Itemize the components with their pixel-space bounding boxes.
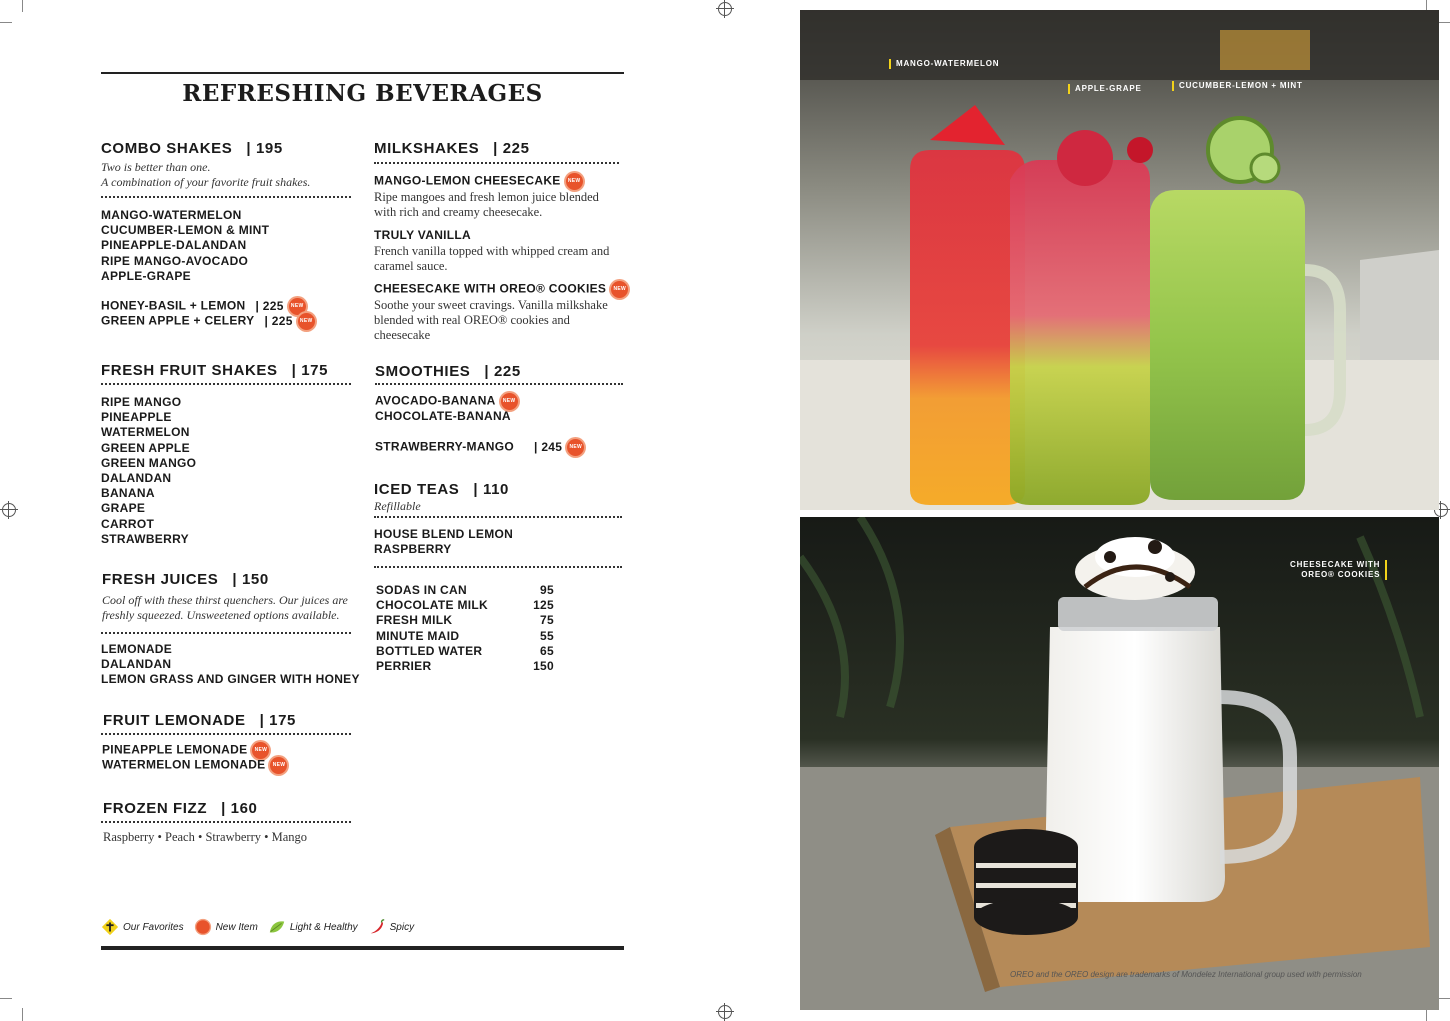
oreo-milkshake-illustration xyxy=(800,517,1439,1010)
registration-mark-icon xyxy=(2,503,16,517)
new-item-icon: NEW xyxy=(566,173,583,190)
leaf-icon xyxy=(268,918,286,936)
legend-label: Spicy xyxy=(389,921,415,933)
section-name: FRUIT LEMONADE xyxy=(103,712,246,729)
list-item xyxy=(376,583,554,598)
dotted-divider xyxy=(375,383,623,385)
section-name: FRESH JUICES xyxy=(102,571,219,588)
fruit-lemonade-heading xyxy=(103,712,296,729)
section-name: MILKSHAKES xyxy=(374,140,480,157)
list-item: WATERMELON xyxy=(101,425,190,440)
frozen-fizz-heading xyxy=(103,800,258,817)
list-item: CUCUMBER-LEMON & MINT xyxy=(101,223,270,238)
item-name: MINUTE MAID xyxy=(376,628,460,643)
oreo-milkshake-photo xyxy=(800,517,1439,1010)
legend-item xyxy=(194,918,258,936)
list-item xyxy=(376,644,554,659)
new-item-icon: NEW xyxy=(252,742,269,759)
photo-tag-mango-watermelon: MANGO-WATERMELON xyxy=(889,59,999,69)
new-item-icon: NEW xyxy=(298,313,315,330)
crop-mark xyxy=(22,0,23,12)
legend-label: Our Favorites xyxy=(123,921,184,933)
iced-teas-desc: Refillable xyxy=(374,499,421,513)
tag-line: CHEESECAKE WITH xyxy=(1290,560,1381,569)
combo-shakes-heading xyxy=(101,140,283,157)
photo-tag-apple-grape: APPLE-GRAPE xyxy=(1068,84,1142,94)
section-name: FROZEN FIZZ xyxy=(103,800,208,817)
list-item: RIPE MANGO xyxy=(101,395,182,409)
dotted-divider xyxy=(374,162,619,164)
page-title: REFRESHING BEVERAGES xyxy=(182,80,543,107)
list-item xyxy=(376,659,554,674)
desc-line: with rich and creamy cheesecake. xyxy=(374,205,543,219)
crop-mark xyxy=(0,22,12,23)
crop-mark xyxy=(0,998,12,999)
list-item: HOUSE BLEND LEMON xyxy=(374,527,514,541)
legend-item xyxy=(368,918,414,936)
item-price: 125 xyxy=(533,598,554,613)
milkshake-item-name xyxy=(374,173,583,190)
desc-line: Two is better than one. xyxy=(101,160,211,174)
dotted-divider xyxy=(374,516,622,518)
item-price: | 225 xyxy=(255,298,284,313)
legend-label: New Item xyxy=(215,921,258,933)
list-item: DALANDAN xyxy=(101,471,172,486)
list-item: GRAPE xyxy=(101,501,146,516)
list-item: BANANA xyxy=(101,486,155,501)
item-name: AVOCADO-BANANA xyxy=(375,393,496,408)
combo-shakes-desc xyxy=(101,160,351,190)
desc-line: caramel sauce. xyxy=(374,259,448,273)
bottom-rule xyxy=(101,946,624,950)
milkshake-item-desc xyxy=(374,244,624,274)
list-item xyxy=(376,629,554,644)
desc-line: Cool off with these thirst quenchers. Our juices are xyxy=(102,593,348,607)
fresh-fruit-shakes-list xyxy=(101,395,196,547)
milkshakes-heading xyxy=(374,140,530,157)
dotted-divider xyxy=(101,196,351,198)
item-price: | 225 xyxy=(264,313,293,328)
registration-mark-icon xyxy=(718,1005,732,1019)
list-item xyxy=(375,439,584,456)
legend-label: Light & Healthy xyxy=(289,921,358,933)
smoothies-heading xyxy=(375,363,521,380)
desc-line: French vanilla topped with whipped cream and xyxy=(374,244,610,258)
milkshake-item-desc xyxy=(374,190,624,220)
item-price: 65 xyxy=(540,643,554,658)
new-item-icon: NEW xyxy=(611,281,628,298)
dotted-divider xyxy=(101,821,351,823)
item-name: PINEAPPLE LEMONADE xyxy=(102,742,248,757)
photo-tag-cucumber-lemon-mint: CUCUMBER-LEMON + MINT xyxy=(1172,81,1303,91)
item-name: CHOCOLATE MILK xyxy=(376,598,488,613)
item-name: MANGO-LEMON CHEESECAKE xyxy=(374,173,561,188)
list-item: RIPE MANGO-AVOCADO xyxy=(101,253,249,268)
iced-teas-heading xyxy=(374,481,509,498)
crop-mark xyxy=(1438,22,1450,23)
section-price: | 160 xyxy=(221,800,258,817)
crop-mark xyxy=(22,1008,23,1021)
list-item xyxy=(102,757,287,774)
legend xyxy=(101,918,424,936)
new-item-icon: NEW xyxy=(567,439,584,456)
section-price: | 225 xyxy=(493,140,530,157)
section-price: | 195 xyxy=(246,140,283,157)
list-item xyxy=(376,598,554,613)
milkshake-item-name xyxy=(374,228,471,242)
dotted-divider xyxy=(101,733,351,735)
favorites-icon xyxy=(101,918,119,936)
item-name: BOTTLED WATER xyxy=(376,643,483,658)
item-name: FRESH MILK xyxy=(376,613,453,628)
section-name: COMBO SHAKES xyxy=(101,140,233,157)
item-name: PERRIER xyxy=(376,659,432,674)
list-item: RASPBERRY xyxy=(374,542,452,557)
milkshake-item-desc xyxy=(374,298,624,343)
list-item xyxy=(376,613,554,628)
new-item-icon: NEW xyxy=(289,298,306,315)
desc-line: freshly squeezed. Unsweetened options available. xyxy=(102,608,340,622)
list-item: GREEN APPLE xyxy=(101,440,190,455)
list-item: CARROT xyxy=(101,516,155,531)
list-item: LEMONADE xyxy=(101,642,173,656)
fresh-fruit-shakes-heading xyxy=(101,362,328,379)
list-item: PINEAPPLE xyxy=(101,410,172,425)
new-item-icon xyxy=(194,918,212,936)
section-price: | 110 xyxy=(473,481,509,498)
list-item: PINEAPPLE-DALANDAN xyxy=(101,238,247,253)
desc-line: Soothe your sweet cravings. Vanilla milkshake xyxy=(374,298,608,312)
new-item-icon: NEW xyxy=(270,757,287,774)
chili-icon xyxy=(368,918,386,936)
list-item: MANGO-WATERMELON xyxy=(101,208,242,222)
item-name: GREEN APPLE + CELERY xyxy=(101,313,255,328)
desc-line: A combination of your favorite fruit shakes. xyxy=(101,175,311,189)
section-price: | 225 xyxy=(484,363,521,380)
dotted-divider xyxy=(101,383,351,385)
item-price: | 245 xyxy=(534,439,563,454)
section-price: | 175 xyxy=(291,362,329,379)
section-name: SMOOTHIES xyxy=(375,363,471,380)
item-name: TRULY VANILLA xyxy=(374,228,472,242)
item-price: 150 xyxy=(533,659,554,674)
fresh-juices-desc xyxy=(102,593,352,623)
fresh-juices-heading xyxy=(102,571,269,588)
tag-line: OREO® COOKIES xyxy=(1301,570,1381,579)
new-item-icon: NEW xyxy=(501,393,518,410)
legend-item xyxy=(101,918,184,936)
combo-shakes-list xyxy=(101,208,269,284)
frozen-fizz-flavors: Raspberry • Peach • Strawberry • Mango xyxy=(103,830,308,844)
list-item xyxy=(101,313,315,330)
dotted-divider xyxy=(101,632,351,634)
list-item: LEMON GRASS AND GINGER WITH HONEY xyxy=(101,672,360,687)
section-price: | 175 xyxy=(259,712,296,729)
item-name: CHEESECAKE WITH OREO® COOKIES xyxy=(374,281,607,296)
fresh-juices-list xyxy=(101,642,360,688)
item-price: 95 xyxy=(540,583,554,597)
item-name: CHOCOLATE-BANANA xyxy=(375,409,511,423)
item-name: STRAWBERRY-MANGO xyxy=(375,439,515,454)
other-drinks-list xyxy=(376,583,554,674)
desc-line: Ripe mangoes and fresh lemon juice blended xyxy=(374,190,599,204)
list-item: GREEN MANGO xyxy=(101,455,197,470)
milkshake-item-name xyxy=(374,281,628,298)
legend-item xyxy=(268,918,358,936)
item-name: HONEY-BASIL + LEMON xyxy=(101,298,246,313)
dotted-divider xyxy=(374,566,622,568)
item-name: SODAS IN CAN xyxy=(376,583,467,597)
list-item: STRAWBERRY xyxy=(101,531,189,546)
trademark-notice: OREO and the OREO design are trademarks of Mondelez International group used with permission xyxy=(1010,970,1362,979)
section-price: | 150 xyxy=(232,571,269,588)
photo-tag-cheesecake-oreo xyxy=(1290,560,1387,580)
crop-mark xyxy=(1438,998,1450,999)
registration-mark-icon xyxy=(718,2,732,16)
top-rule xyxy=(101,72,624,74)
section-name: ICED TEAS xyxy=(374,481,460,498)
item-price: 75 xyxy=(540,613,554,628)
item-price: 55 xyxy=(540,628,554,643)
section-name: FRESH FRUIT SHAKES xyxy=(101,362,278,379)
item-name: WATERMELON LEMONADE xyxy=(102,757,266,772)
desc-line: blended with real OREO® cookies and cheesecake xyxy=(374,313,570,342)
iced-teas-list xyxy=(374,527,513,557)
list-item xyxy=(375,393,518,410)
list-item: APPLE-GRAPE xyxy=(101,268,191,283)
list-item: DALANDAN xyxy=(101,657,172,672)
list-item xyxy=(375,409,511,423)
